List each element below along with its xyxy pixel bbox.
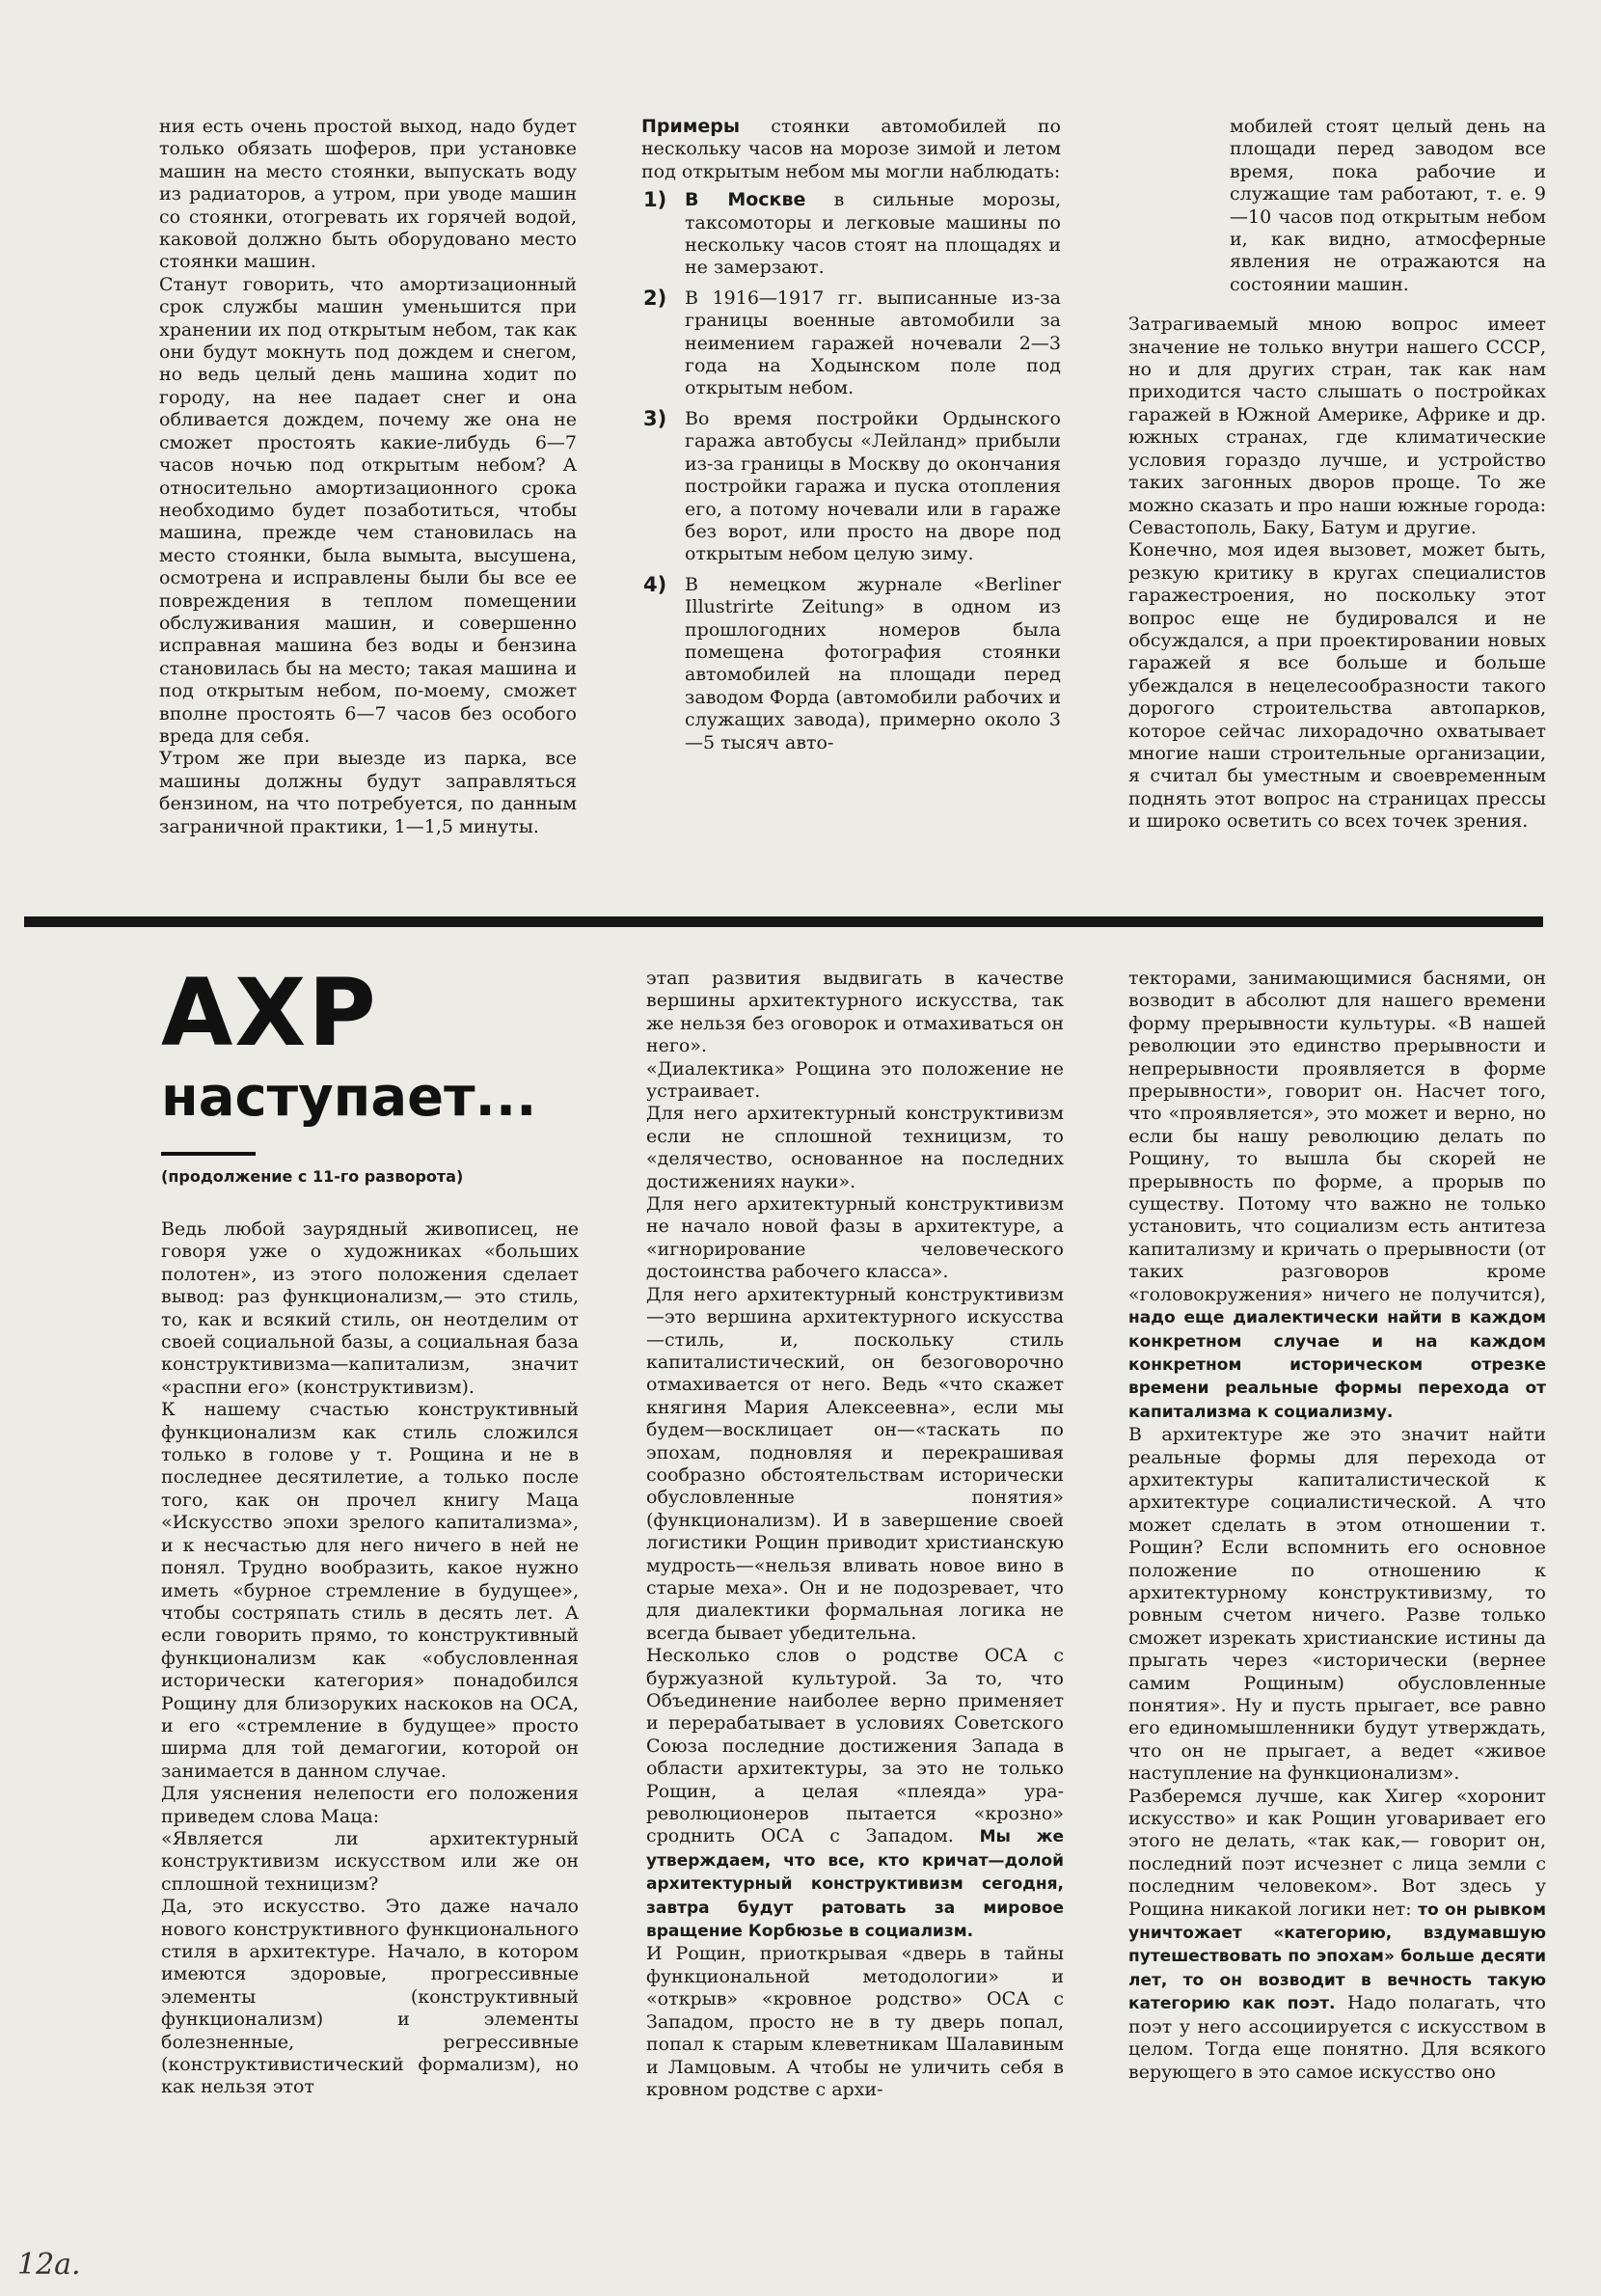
bold-statement: то он рывком уничтожает «категорию, вздумавшую путешествовать по эпохам» больше десяти лет, то он возводит в вечность такую категорию как поэт. [1128,1900,1546,2014]
paragraph: И Рощин, приоткрывая «дверь в тайны функциональной методологии» и «открыв» «кровное родство» ОСА с Западом, просто не в ту дверь попал, попал к старым клеветникам Шалавиным и Ламцовым. А чтобы не уличить себя в кровном родстве с архи- [646,1943,1064,2100]
paragraph: этап развития выдвигать в качестве вершины архитектурного искусства, так же нельзя без оговорок и отмахиваться он него». [646,968,1064,1057]
list-number: 1) [643,188,667,212]
item-bold: В Москве [685,189,806,211]
top-column-2 [641,116,1061,762]
section-divider [24,916,1543,927]
list-continuation [1128,116,1546,296]
intro-text: стоянки автомобилей по нескольку часов на морозе зимой и летом под открытым небом мы могли наблюдать: [641,116,1061,182]
paragraph: Для него архитектурный конструктивизм—это вершина архитектурного искусства—стиль, и, поскольку стиль капиталистический, он безоговорочно отмахивается от него. Ведь «что скажет княгиня Мария Алексеевна», если мы будем—восклицает он—«таскать по эпохам, подновляя и перекрашивая сообразно обстоятельствам исторически обусловленные понятия» (функционализм). И в завершение своей логистики Рощин приводит христианскую мудрость—«нельзя вливать новое вино в старые меха». Он и не подозревает, что для диалектики формальная логика не всегда бывает убедительна. [646,1283,1064,1644]
list-item [641,287,1061,400]
examples-intro [641,116,1061,183]
list-item [641,189,1061,280]
list-item [641,408,1061,566]
bold-statement: Мы же утверждаем, что все, кто кричат—долой архитектурный конструктивизм сегодня, завтра будут ратовать за мировое вращение Корбюзье в социализм. [646,1827,1065,1942]
paragraph: ния есть очень простой выход, надо будет только обязать шоферов, при установке машин на место стоянки, выпускать воду из радиаторов, а утром, при уводе машин со стоянки, отогревать их горячей водой, каковой должно быть оборудовано место стоянки машин. [159,116,577,273]
article-column-2 [646,968,1064,2101]
paragraph-text: Надо полагать, что поэт у него ассоциируется с искусством в целом. Тогда еще понятно. Для всякого верующего в это самое искусство оно [1128,1992,1546,2083]
top-column-3 [1128,116,1546,834]
list-number: 3) [643,406,667,430]
paragraph [1128,1786,1546,2084]
paragraph: Конечно, моя идея вызовет, может быть, резкую критику в кругах специалистов гаражестроения, но поскольку этот вопрос еще не будировался и не обсуждался, а при проектировании новых гаражей я все больше и больше убеждался в нецелесообразности такого дорогого строительства автопарков, которое сейчас лихорадочно охватывает многие наши строительные организации, я считал бы уместным и своевременным поднять этот вопрос на страницах прессы и широко осветить со всех точек зрения. [1128,539,1546,833]
article-column-1 [161,1218,579,2099]
paragraph: Да, это искусство. Это даже начало нового конструктивного функционального стиля в архитектуре. Начало, в котором имеются здоровые, прогрессивные элементы (конструктивный функционализм) и элементы болезненные, регрессивные (конструктивистический формализм), но как нельзя этот [161,1896,579,2098]
headline-underline [161,1152,256,1156]
paragraph: Затрагиваемый мною вопрос имеет значение не только внутри нашего СССР, но и для других стран, так как нам приходится часто слышать о постройках гаражей в Южной Америке, Африке и др. южных странах, где климатические условия гораздо лучше, и устройство таких загонных дворов проще. То же можно сказать и про наши южные города: Севастополь, Баку, Батум и другие. [1128,314,1546,538]
examples-list [641,189,1061,754]
paragraph-text: текторами, занимающимися баснями, он возводит в абсолют для нашего времени форму прерывности культуры. «В нашей революции это единство прерывности и непрерывности проявляется в форме прерывности», говорит он. Насчет того, что «проявляется», это может и верно, но если бы нашу революцию делать по Рощину, то вышла бы скорей не прерывность по форме, а прорыв по существу. Потому что важно не только установить, что социализм есть антитеза капитализму и кричать о прерывности (от таких разговоров кроме «головокружения» ничего не получится), [1128,968,1546,1305]
bold-statement: надо еще диалектически найти в каждом конкретном случае и на каждом конкретном историческом отрезке времени реальные формы перехода от капитализма к социализму. [1128,1308,1546,1422]
paragraph [646,1645,1064,1943]
list-number: 4) [643,572,667,596]
item-text: Во время постройки Ордынского гаража автобусы «Лейланд» прибыли из-за границы в Москву до окончания постройки гаража и пуска отопления его, а потому ночевали или в гараже без ворот, или просто на дворе под открытым небом целую зиму. [685,407,1061,565]
continued-note: (продолжение с 11-го разворота) [161,1167,464,1186]
paragraph: Для уяснения нелепости его положения приведем слова Маца: [161,1783,579,1827]
item-text: в сильные морозы, таксомоторы и легковые машины по нескольку часов стоят на площадях и не замерзают. [685,189,1062,279]
paragraph: Для него архитектурный конструктивизм если не сплошной техницизм, то «делячество, основанное на последних достижениях науки». [646,1103,1064,1192]
paragraph-text: Разберемся лучше, как Хигер «хоронит искусство» и как Рощин уговаривает его этого не делать, «так как,— говорит он, последний поэт исчезнет с лица земли с последним человеком». Вот здесь у Рощина никакой логики нет: [1128,1785,1546,1920]
paragraph: Для него архитектурный конструктивизм не начало новой фазы в архитектуре, а «игнорирование человеческого достоинства рабочего класса». [646,1193,1064,1283]
item-text: В немецком журнале «Berliner Illustrirte Zeitung» в одном из прошлогодних номеров была помещена фотография стоянки автомобилей на площади перед заводом Форда (автомобили рабочих и служащих завода), примерно около 3—5 тысяч авто- [685,573,1061,753]
page-number: 12а. [17,2248,81,2282]
paragraph: К нашему счастью конструктивный функционализм как стиль сложился только в голове у т. Рощина и не в последнее десятилетие, а только после того, как он прочел книгу Маца «Искусство эпохи зрелого капитализма», и к несчастью для него ничего в ней не понял. Трудно вообразить, какое нужно иметь «бурное стремление в будущее», чтобы состряпать стиль в десять лет. А если говорить прямо, то конструктивный функционализм как «обусловленная исторически категория» понадобился Рощину для близоруких наскоков на ОСА, и его «стремление в будущее» просто ширма для той демагогии, которой он занимается в данном случае. [161,1399,579,1782]
paragraph: В архитектуре же это значит найти реальные формы для перехода от архитектуры капиталистической к архитектуре социалистической. А что может сделать в этом отношении т. Рощин? Если вспомнить его основное положение по отношению к архитектурному конструктивизму, то ровным счетом ничего. Разве только сможет изрекать христианские истины да прыгать через «исторически (вернее самим Рощиным) обусловленные понятия». Ну и пусть прыгает, все равно его единомышленники будут утверждать, что он не прыгает, а ведет «живое наступление на функционализм». [1128,1424,1546,1785]
paragraph: Утром же при выезде из парка, все машины должны будут заправляться бензином, на что потребуется, по данным заграничной практики, 1—1,5 минуты. [159,748,577,837]
paragraph: мобилей стоят целый день на площади перед заводом все время, пока рабочие и служащие там работают, т. е. 9—10 часов под открытым небом и, как видно, атмосферные явления не отражаются на состоянии машин. [1230,116,1546,295]
paragraph: Ведь любой заурядный живописец, не говоря уже о художниках «больших полотен», из этого положения сделает вывод: раз функционализм,— это стиль, то, как и всякий стиль, он неотделим от своей социальной базы, а социальная база конструктивизма—капитализм, значит «распни его» (конструктивизм). [161,1218,579,1398]
top-column-1 [159,116,577,838]
headline-secondary: наступает... [161,1066,537,1129]
paragraph: «Диалектика» Рощина это положение не устраивает. [646,1057,1064,1103]
paragraph: «Является ли архитектурный конструктивизм искусством или же он сплошной техницизм? [161,1827,579,1895]
paragraph: Станут говорить, что амортизационный срок службы машин уменьшится при хранении их под открытым небом, так как они будут мокнуть под дождем и снегом, но ведь целый день машина ходит по городу, на нее падает снег и она обливается дождем, почему же она не сможет простоять какие-либудь 6—7 часов ночью под открытым небом? А относительно амортизационного срока необходимо будет позаботиться, чтобы машина, прежде чем становилась на место стоянки, была вымыта, высушена, осмотрена и исправлены были бы все ее повреждения в теплом помещении обслуживания машин, и совершенно исправная машина без воды и бензина становилась бы на место; такая машина и под открытым небом, по-моему, сможет вполне простоять 6—7 часов без особого вреда для себя. [159,273,577,747]
list-number: 2) [643,286,667,310]
headline-primary: АХР [161,959,378,1067]
item-text: В 1916—1917 гг. выписанные из-за границы военные автомобили за неимением гаражей ночевали 2—3 года на Ходынском поле под открытым небом. [685,287,1061,399]
paragraph-text: Несколько слов о родстве ОСА с буржуазной культурой. За то, что Объединение наиболее верно применяет и перерабатывает в условиях Советского Союза последние достижения Запада в области архитектуры, за это не только Рощин, а целая «плеяда» ура-революционеров пытается «крозно» сроднить ОСА с Западом. [646,1645,1064,1847]
paragraph [1128,968,1546,1424]
lead-word: Примеры [641,116,741,137]
list-item [641,574,1061,754]
article-column-3 [1128,968,1546,2084]
